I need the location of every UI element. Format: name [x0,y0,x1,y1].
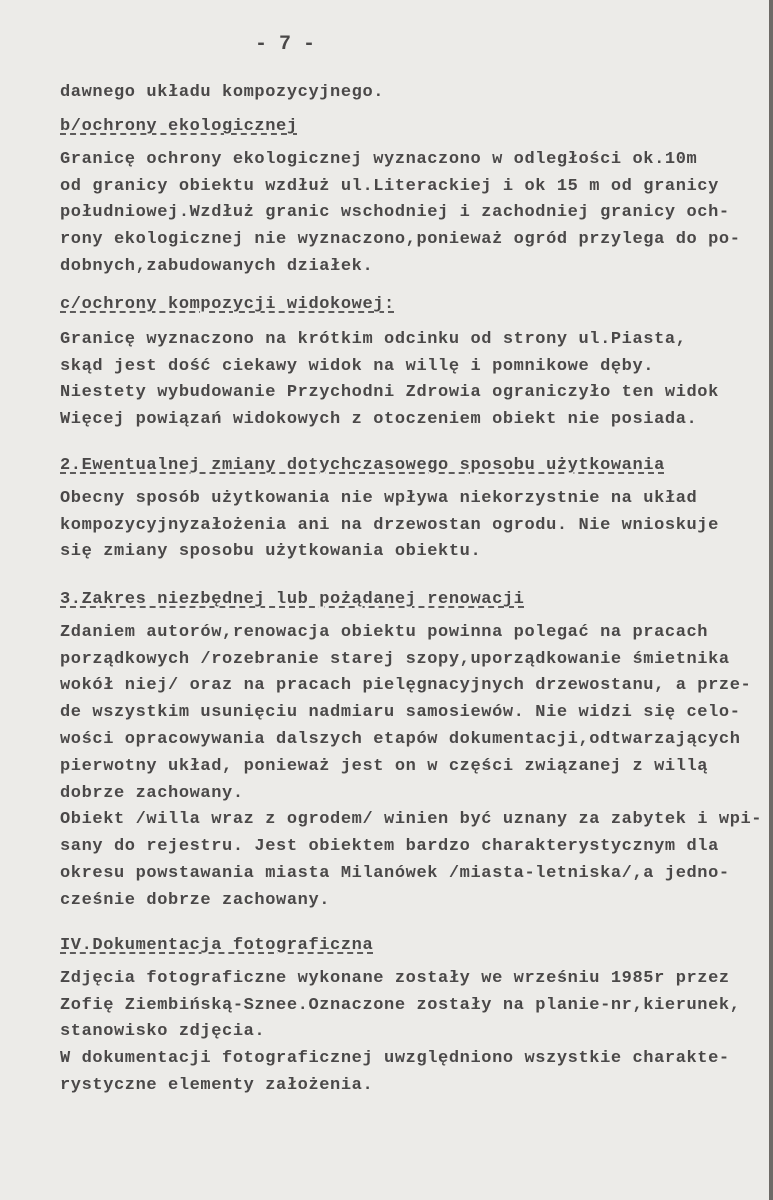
section-heading: c/ochrony kompozycji widokowej: [60,295,395,314]
text-line: rony ekologicznej nie wyznaczono,ponieważ ogród przylega do po- [60,230,741,250]
section-3 [60,587,762,915]
text-line: Granicę ochrony ekologicznej wyznaczono w odległości ok.10m [60,149,698,169]
section-heading: 2.Ewentualnej zmiany dotychczasowego sposobu użytkowania [60,456,665,475]
text-line: dobnych,zabudowanych działek. [60,256,374,276]
text-line: porządkowych /rozebranie starej szopy,uporządkowanie śmietnika [60,649,730,669]
text-line: dawnego układu kompozycyjnego. [60,83,385,102]
text-line: Obecny sposób użytkowania nie wpływa niekorzystnie na układ [60,488,698,508]
text-line: Zdaniem autorów,renowacja obiektu powinna polegać na pracach [60,622,709,642]
section-heading: b/ochrony ekologicznej [60,117,298,136]
text-line: rystyczne elementy założenia. [60,1075,374,1095]
page-number: - 7 - [255,33,316,56]
text-line: dobrze zachowany. [60,783,244,803]
text-line: od granicy obiektu wzdłuż ul.Literackiej i ok 15 m od granicy [60,176,719,196]
text-line: Niestety wybudowanie Przychodni Zdrowia ograniczyło ten widok [60,383,719,403]
section-iv [60,933,741,1100]
text-line: kompozycyjnyzałożenia ani na drzewostan ogrodu. Nie wnioskuje [60,515,719,535]
text-line: skąd jest dość ciekawy widok na willę i pomnikowe dęby. [60,356,655,376]
text-line: sany do rejestru. Jest obiektem bardzo charakterystycznym dla [60,837,719,857]
text-line: Granicę wyznaczono na krótkim odcinku od strony ul.Piasta, [60,329,687,349]
text-line: W dokumentacji fotograficznej uwzględniono wszystkie charakte- [60,1049,730,1069]
text-line: de wszystkim usunięciu nadmiaru samosiewów. Nie widzi się celo- [60,703,741,723]
section-2 [60,453,719,566]
text-line: Zdjęcia fotograficzne wykonane zostały we wrześniu 1985r przez [60,968,730,988]
section-heading: IV.Dokumentacja fotograficzna [60,936,374,955]
intro-text [60,80,384,107]
section-b [60,114,741,281]
text-line: się zmiany sposobu użytkowania obiektu. [60,542,482,562]
text-line: Zofię Ziembińską-Sznee.Oznaczone zostały na planie-nr,kierunek, [60,995,741,1015]
text-line: Obiekt /willa wraz z ogrodem/ winien być uznany za zabytek i wpi- [60,810,763,830]
text-line: Więcej powiązań widokowych z otoczeniem obiekt nie posiada. [60,410,698,430]
spacer [60,319,719,327]
text-line: wokół niej/ oraz na pracach pielęgnacyjnych drzewostanu, a prze- [60,676,752,696]
page-edge-shadow [769,0,773,1200]
text-line: stanowisko zdjęcia. [60,1022,266,1042]
section-c [60,292,719,434]
text-line: południowej.Wzdłuż granic wschodniej i zachodniej granicy och- [60,203,730,223]
text-line: wości opracowywania dalszych etapów dokumentacji,odtwarzających [60,729,741,749]
section-heading: 3.Zakres niezbędnej lub pożądanej renowacji [60,590,525,609]
text-line: cześnie dobrze zachowany. [60,890,331,910]
text-line: pierwotny układ, ponieważ jest on w części związanej z willą [60,756,709,776]
text-line: okresu powstawania miasta Milanówek /miasta-letniska/,a jedno- [60,863,730,883]
